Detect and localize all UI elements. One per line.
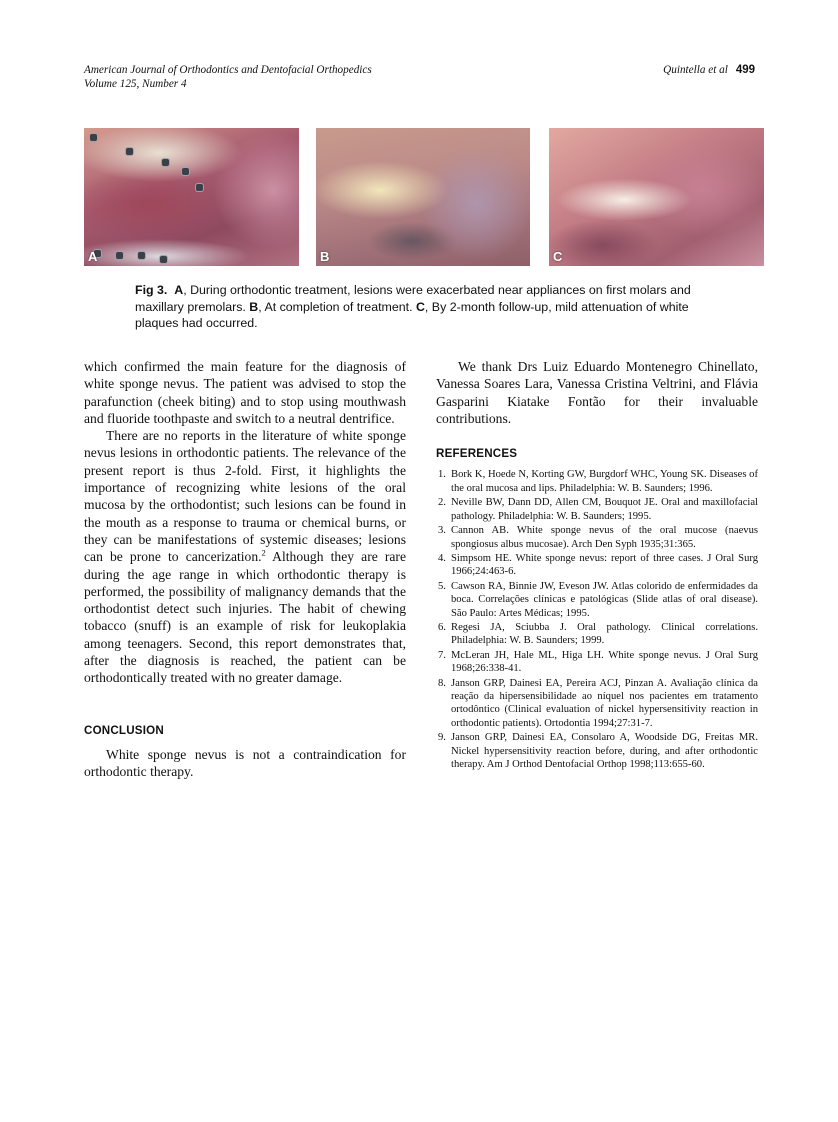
reference-item: 6. Regesi JA, Sciubba J. Oral pathology. Clinical correlations. Philadelphia: W. B. Saunders; 1999. — [438, 622, 758, 647]
body-paragraph — [84, 427, 406, 686]
caption-part-b-text: , At completion of treatment. — [258, 299, 416, 314]
running-header-right — [663, 63, 755, 77]
reference-item: 3. Cannon AB. White sponge nevus of the oral mucose (naevus spongiosus albus mucosae). Arch Den Syph 1935;31:365. — [438, 525, 758, 550]
page-number: 499 — [735, 64, 755, 76]
caption-part-c-label: C — [415, 299, 425, 314]
reference-item: 8. Janson GRP, Dainesi EA, Pereira ACJ, Pinzan A. Avaliação clínica da reação da hipersensibilidade ao níquel nos pacientes em tratamento ortodôntico (Clinical evaluation of nickel hypersensitivity reaction in orthodontic patients). Ortodontia 1994;27:31-7. — [438, 678, 758, 729]
panel-label-a: A — [88, 249, 98, 264]
caption-part-c-text: , By 2-month follow-up, mild attenuation of white plaques had occurred. — [135, 299, 689, 330]
reference-list — [436, 468, 758, 770]
running-header-left — [84, 63, 372, 91]
section-heading-conclusion: CONCLUSION — [84, 723, 164, 737]
acknowledgment-paragraph: We thank Drs Luiz Eduardo Montenegro Chinellato, Vanessa Soares Lara, Vanessa Cristina Veltrini, and Flávia Gasparini Kiatake Fontão for their invaluable contributions. — [436, 359, 758, 426]
right-column — [436, 358, 758, 772]
figure-caption — [135, 282, 735, 332]
figure-panel-a — [84, 128, 299, 266]
volume-issue: Volume 125, Number 4 — [84, 78, 187, 90]
paragraph-text: Although they are rare during the age range in which orthodontic therapy is performed, the possibility of malignancy demands that the orthodontist detect such injuries. The habit of chewing tobacco (snuff) is an example of risk for leukoplakia among teenagers. Second, this report demonstrates that, after the diagnosis is reached, the patient can be orthodontically treated with no greater damage. — [84, 549, 406, 686]
figure-3 — [84, 128, 764, 266]
left-column — [84, 358, 406, 781]
section-heading-references: REFERENCES — [436, 447, 518, 461]
journal-title: American Journal of Orthodontics and Dentofacial Orthopedics — [84, 64, 372, 76]
caption-part-a-text: , During orthodontic treatment, lesions were exacerbated near appliances on first molars and maxillary premolars. — [135, 283, 691, 314]
panel-label-b: B — [320, 249, 330, 264]
panel-label-c: C — [553, 249, 563, 264]
paragraph-text: There are no reports in the literature of white sponge nevus lesions in orthodontic patients. The relevance of the present report is thus 2-fold. First, it highlights the importance of recognizing white lesions of the oral mucosa by the orthodontist; such lesions can be found in the mouth as a response to trauma or chemical burns, or they can be manifestations of systemic diseases; lesions can be prone to cancerization. — [84, 428, 406, 565]
caption-part-a-label: A — [174, 283, 184, 297]
reference-item: 5. Cawson RA, Binnie JW, Eveson JW. Atlas colorido de enfermidades da boca. Correlações clínicas e patológicas (Slide atlas of oral disease). São Paulo: Artes Médicas; 1995. — [438, 581, 758, 619]
authors-short: Quintella et al — [663, 64, 728, 76]
reference-item: 4. Simpsom HE. White sponge nevus: report of three cases. J Oral Surg 1966;24:463-6. — [438, 553, 758, 578]
citation-ref: 2 — [261, 547, 266, 558]
figure-panel-b — [316, 128, 530, 266]
reference-item: 2. Neville BW, Dann DD, Allen CM, Bouquot JE. Oral and maxillofacial pathology. Philadelphia: W. B. Saunders; 1995. — [438, 497, 758, 522]
caption-part-b-label: B — [249, 299, 259, 314]
reference-item: 7. McLeran JH, Hale ML, Higa LH. White sponge nevus. J Oral Surg 1968;26:338-41. — [438, 650, 758, 675]
figure-panel-c — [549, 128, 764, 266]
reference-item: 1. Bork K, Hoede N, Korting GW, Burgdorf WHC, Young SK. Diseases of the oral mucosa and lips. Philadelphia: W. B. Saunders; 1996. — [438, 469, 758, 494]
reference-item: 9. Janson GRP, Dainesi EA, Consolaro A, Woodside DG, Freitas MR. Nickel hypersensitivity reaction before, during, and after orthodontic therapy. Am J Orthod Dentofacial Orthop 1998;113:655-60. — [438, 732, 758, 770]
body-paragraph: which confirmed the main feature for the diagnosis of white sponge nevus. The patient was advised to stop the parafunction (cheek biting) and to stop using mouthwash and fluoride toothpaste and switch to a neutral dentrifice. — [84, 359, 406, 426]
figure-label: Fig 3. — [135, 283, 168, 297]
conclusion-paragraph: White sponge nevus is not a contraindication for orthodontic therapy. — [84, 746, 406, 780]
